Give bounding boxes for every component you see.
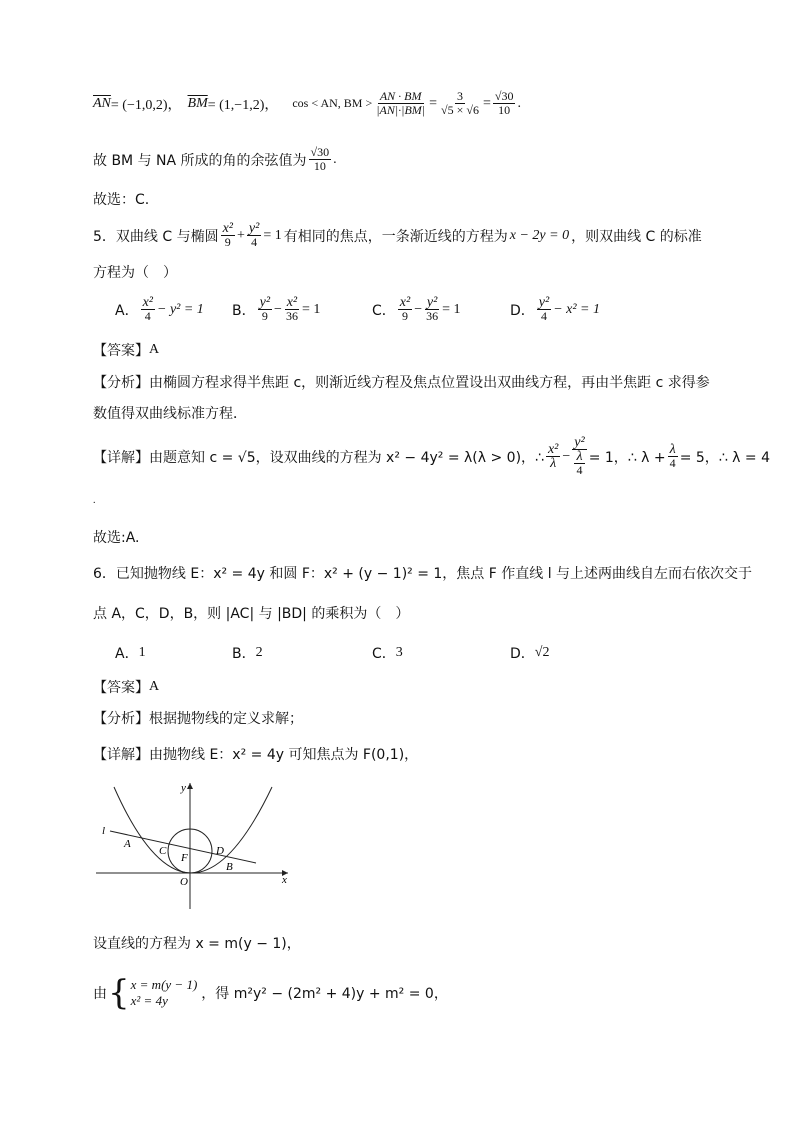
vector-bm: $\overline{BM}$ <box>187 95 208 111</box>
cos-fraction-2: $\frac{3}{√5 \times √6}$ <box>441 89 479 117</box>
label-d: D <box>216 845 224 857</box>
parabola-e <box>114 787 272 873</box>
system-equations: 由 { x = m(y − 1) x² = 4y ，得 m²y² − (2m² + 4)y + m² = 0， <box>93 973 448 1013</box>
q6-option-a[interactable]: A． 1 <box>115 645 146 662</box>
cos-fraction-3: $\frac{√30}{10}$ <box>494 89 514 117</box>
q5-option-d[interactable]: D． $\frac{\text{y²}}{4}$ − x² = 1 <box>510 295 601 323</box>
choice-c: 故选：C. <box>93 192 150 208</box>
label-c: C <box>159 845 167 857</box>
question-5-line-2: 方程为（ ） <box>93 265 177 281</box>
q6-option-b[interactable]: B． 2 <box>232 645 263 662</box>
vector-an: $\overline{AN}$ <box>93 95 111 111</box>
line-equation: 设直线的方程为 x = m(y − 1)， <box>93 936 301 952</box>
q5-analysis-line-2: 数值得双曲线标准方程． <box>93 406 247 422</box>
q6-detail: 【详解】 由抛物线 E：x² = 4y 可知焦点为 F(0,1)， <box>93 747 419 763</box>
q6-option-d[interactable]: D． √2 <box>510 645 550 662</box>
label-f: F <box>181 852 188 864</box>
label-l: l <box>102 825 106 837</box>
cosine-fraction: $\frac{√30}{10}$ <box>310 145 330 173</box>
stray-dot: . <box>93 495 96 506</box>
q6-answer: 【答案】 A <box>93 679 160 696</box>
vector-bm-value: = (1,−1,2)， <box>207 97 279 113</box>
label-b: B <box>226 861 233 873</box>
question-5: 5．双曲线 C 与椭圆 $\frac{\text{x²}}{9}$ + $\frac{\text{y²}}{4}$ = 1 有相同的焦点，一条渐近线的方程为 x − 2y = 0 ，则双曲线 C 的标准 <box>93 221 702 249</box>
q5-option-c[interactable]: C． $\frac{\text{x²}}{9}$ − $\frac{\text{y²}}{36}$ = 1 <box>372 295 461 323</box>
label-o: O <box>180 876 188 888</box>
q6-analysis: 【分析】 根据抛物线的定义求解； <box>93 711 303 727</box>
q5-analysis: 【分析】 由椭圆方程求得半焦距 c，则渐近线方程及焦点位置设出双曲线方程，再由半焦距 c 求得参 <box>93 375 710 391</box>
ellipse-term-2: $\frac{\text{y²}}{4}$ <box>248 221 260 249</box>
label-a: A <box>124 838 131 850</box>
vector-line: $\overline{AN}$ = (−1,0,2)， $\overline{BM}$ = (1,−1,2)， cos < AN, BM > $\frac{AN \cdot BM}{|AN|\cdot|BM|}$ = $\frac{3}{√5 \times √6}$ = $\frac{√30}{10}$ . <box>93 89 521 117</box>
ellipse-term-1: $\frac{\text{x²}}{9}$ <box>222 221 234 249</box>
question-6-line-2: 点 A，C，D，B，则 |AC| 与 |BD| 的乘积为（ ） <box>93 606 410 622</box>
q5-option-b[interactable]: B． $\frac{\text{y²}}{9}$ − $\frac{\text{x²}}{36}$ = 1 <box>232 295 321 323</box>
cos-fraction: $\frac{AN \cdot BM}{|AN|\cdot|BM|}$ <box>376 89 426 117</box>
parabola-circle-figure <box>92 777 292 912</box>
q5-choose: 故选:A. <box>93 530 140 546</box>
label-y: y <box>181 782 186 794</box>
label-x: x <box>282 874 287 886</box>
q6-option-c[interactable]: C． 3 <box>372 645 403 662</box>
question-6: 6．已知抛物线 E：x² = 4y 和圆 F：x² + (y − 1)² = 1，焦点 F 作直线 l 与上述两曲线自左而右依次交于 <box>93 566 753 582</box>
q5-detail: 【详解】 由题意知 c = √5，设双曲线的方程为 x² − 4y² = λ(λ > 0)，∴ $\frac{\text{x²}}{\lambda}$ − y² λ 4 = 1，∴ λ + $\frac{\lambda}{4}$ = 5，∴ λ = 4 <box>93 435 770 477</box>
y-axis-arrow <box>187 783 193 789</box>
cos-label: cos < AN, BM > <box>292 96 373 110</box>
q5-option-a[interactable]: A． $\frac{\text{x²}}{4}$ − y² = 1 <box>115 295 204 323</box>
cosine-conclusion: 故 BM 与 NA 所成的角的余弦值为 $\frac{√30}{10}$ . <box>93 145 337 173</box>
vector-an-value: = (−1,0,2)， <box>110 97 182 113</box>
q5-answer: 【答案】 A <box>93 342 160 359</box>
